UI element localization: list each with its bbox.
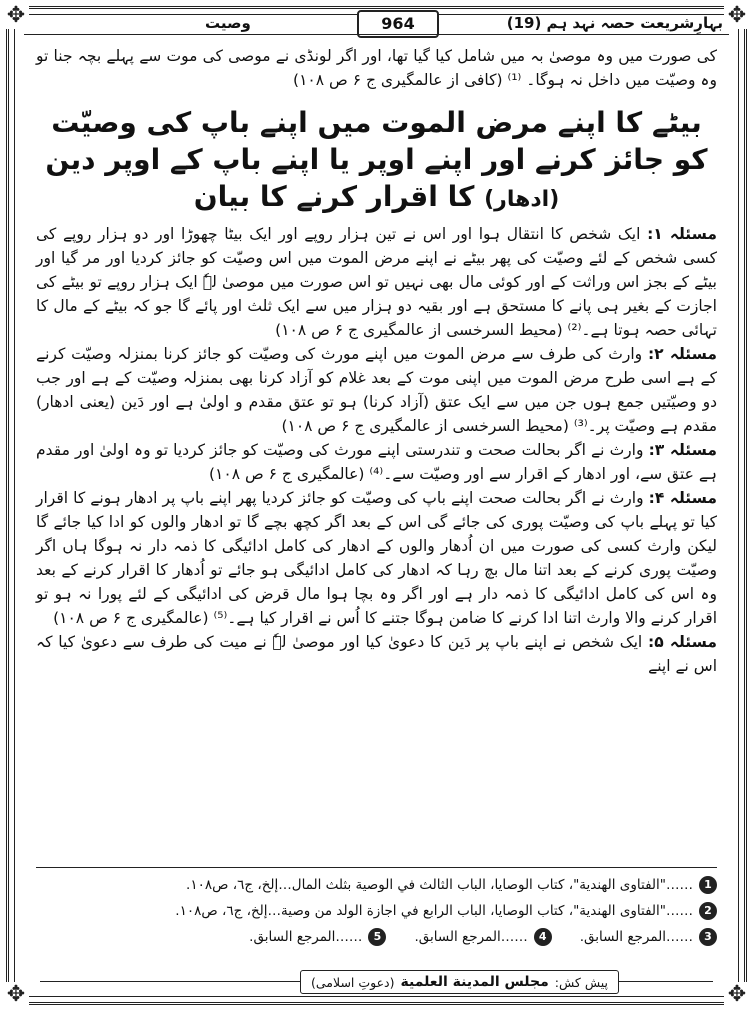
masala-4 (36, 486, 717, 630)
corner-ornament-icon: ✥ (724, 3, 750, 29)
footnote-text: ……المرجع السابق. (579, 929, 693, 945)
footnote-divider (36, 867, 717, 868)
footnote-row (36, 898, 717, 924)
footnote-number-badge: 1 (699, 876, 717, 894)
masala-label: مسئلہ ۲: (647, 345, 717, 363)
intro-paragraph: کی صورت میں وہ موصیٰ بہ میں شامل کیا گیا تھا، اور اگر لونڈی نے موصی کی موت سے پہلے بچہ جنا تو وہ وصیّت میں داخل نہ ہوگا۔ ⁽¹⁾ (کافی از عالمگیری ج ۶ ص ۱۰۸) (36, 47, 717, 89)
footnote-item (580, 928, 717, 946)
footnote-number-badge: 5 (368, 928, 386, 946)
section-title-line-1: بیٹے کا اپنے مرض الموت میں اپنے باپ کی وصیّت (51, 106, 702, 139)
masala-3 (36, 438, 717, 486)
section-title-line-3: کا اقرار کرنے کا بیان (193, 180, 475, 213)
masala-label: مسئلہ ۴: (648, 489, 717, 507)
footnote-row (36, 924, 717, 950)
masala-2 (36, 342, 717, 438)
page-number: 964 (357, 10, 439, 38)
masala-text: وارث نے اگر بحالت صحت اپنے باپ کی وصیّت کو جائز کردیا پھر اپنے باپ پر ادھار ہونے کا اقرار کیا تو پہلے باپ کی وصیّت پوری کی جائے گی اس کے بعد اگر کچھ بچے گا تو ادھار والوں کو ادا کیا جائے گا لیکن وارث کسی کی صورت میں ان اُدھار والوں کے ادھار کی کامل ادائیگی کا ذمہ دار نہ ہوگا ہاں اگر وصیّت پوری کرنے کے بعد اتنا مال بچ رہا کہ ادھار کی کامل ادائیگی ہو جائے تو اُدھار کا اقرار کرنے کے بعد وہ اس کی کامل ادائیگی کا ذمہ دار ہے اور اگر وہ بچا ہوا مال قرض کی ادائیگی کے لئے پورا نہ ہو تو اقرار کرنے والا وارث اتنا ادا کرنے کا ضامن ہوگا جتنے کا اُس نے اقرار کیا ہے۔⁽⁵⁾ (عالمگیری ج ۶ ص ۱۰۸) (36, 489, 717, 627)
masala-5 (36, 630, 717, 678)
footnote-item (414, 928, 551, 946)
main-content (36, 44, 717, 678)
section-title-parenthetical: (ادھار) (484, 187, 560, 212)
masala-label: مسئلہ ۱: (647, 225, 717, 243)
footnote-text: ……المرجع السابق. (414, 929, 528, 945)
section-title (36, 104, 717, 218)
header-divider (24, 34, 729, 35)
corner-ornament-icon: ✥ (724, 982, 750, 1008)
chapter-title: وصیت (205, 14, 251, 32)
masala-text: ایک شخص نے اپنے باپ پر دَین کا دعویٰ کیا اور موصیٰ لہٗ نے میت کی طرف سے دعویٰ کیا کہ اس نے اپنے (36, 633, 717, 675)
section-title-line-2: کو جائز کرنے اور اپنے اوپر یا اپنے باپ کے اوپر دین (45, 143, 708, 176)
corner-ornament-icon: ✥ (3, 3, 29, 29)
footnote-number-badge: 4 (534, 928, 552, 946)
footnote-item (175, 902, 717, 920)
footnote-number-badge: 3 (699, 928, 717, 946)
publisher-suffix: (دعوتِ اسلامی) (311, 974, 395, 990)
footnote-text: ……"الفتاوى الهندية"، كتاب الوصايا، الباب الرابع في اجازة الولد من وصية…إلخ، ج٦، ص١٠٨. (175, 903, 693, 919)
publisher-box (300, 970, 619, 994)
page-footer (40, 968, 713, 994)
footnote-row (36, 872, 717, 898)
masala-label: مسئلہ ۵: (647, 633, 717, 651)
footnote-item (249, 928, 386, 946)
footnote-text: ……"الفتاوى الهندية"، كتاب الوصايا، الباب الثالث في الوصية بثلث المال…إلخ، ج٦، ص١٠٨. (186, 877, 693, 893)
book-title: بہارِشریعت حصہ نہد ہم (19) (506, 14, 723, 32)
footnotes (36, 872, 717, 950)
publisher-name: مجلس المدینة العلمیة (400, 974, 549, 990)
corner-ornament-icon: ✥ (3, 982, 29, 1008)
footnote-number-badge: 2 (699, 902, 717, 920)
footnote-text: ……المرجع السابق. (249, 929, 363, 945)
masala-text: وارث کی طرف سے مرض الموت میں اپنے مورث کی وصیّت کو جائز کرنا بمنزلہ وصیّت کرنے کے ہے اسی طرح مرض الموت میں اپنی موت کے بعد غلام کو آزاد کرنا بھی بمنزلہ وصیّت کے ہے اور جب دو وصیّتیں جمع ہوں جن میں سے ایک عتق (آزاد کرنا) ہو تو عتق مقدم و اولیٰ ہے اور دَین (یعنی ادھار) مقدم ہے وصیّت پر۔⁽³⁾ (محیط السرخسی از عالمگیری ج ۶ ص ۱۰۸) (36, 345, 717, 435)
masala-label: مسئلہ ۳: (648, 441, 717, 459)
masala-1 (36, 222, 717, 342)
masala-text: ایک شخص کا انتقال ہوا اور اس نے تین ہزار روپے اور ایک بیٹا چھوڑا اور دو ہزار روپے کی کسی شخص کے لئے وصیّت کی پھر بیٹے نے اپنے مرض الموت میں اس وصیّت کو جائز کردیا اور مر گیا اور بیٹے کے بجز اس وراثت کے اور کوئی مال بھی نہیں تو اس صورت میں موصیٰ لہٗ ایک ہزار روپے تو بیٹے کی اجازت کے بغیر ہی پانے کا مستحق ہے اور بقیہ دو ہزار میں سے ایک ثلث اور پائے گا جو کہ بیٹے کے مال کا تہائی حصہ ہوتا ہے۔⁽²⁾ (محیط السرخسی از عالمگیری ج ۶ ص ۱۰۸) (36, 225, 717, 339)
footnote-item (186, 876, 717, 894)
page-header (20, 8, 733, 36)
publisher-prefix: پیش کش: (554, 974, 609, 990)
masala-text: وارث نے اگر بحالت صحت و تندرستی اپنے مورث کی وصیّت کو جائز کردیا تو وہ اولیٰ اور مقدم ہے عتق سے، اور ادھار کے اقرار سے اور وصیّت سے۔⁽⁴⁾ (عالمگیری ج ۶ ص ۱۰۸) (36, 441, 717, 483)
